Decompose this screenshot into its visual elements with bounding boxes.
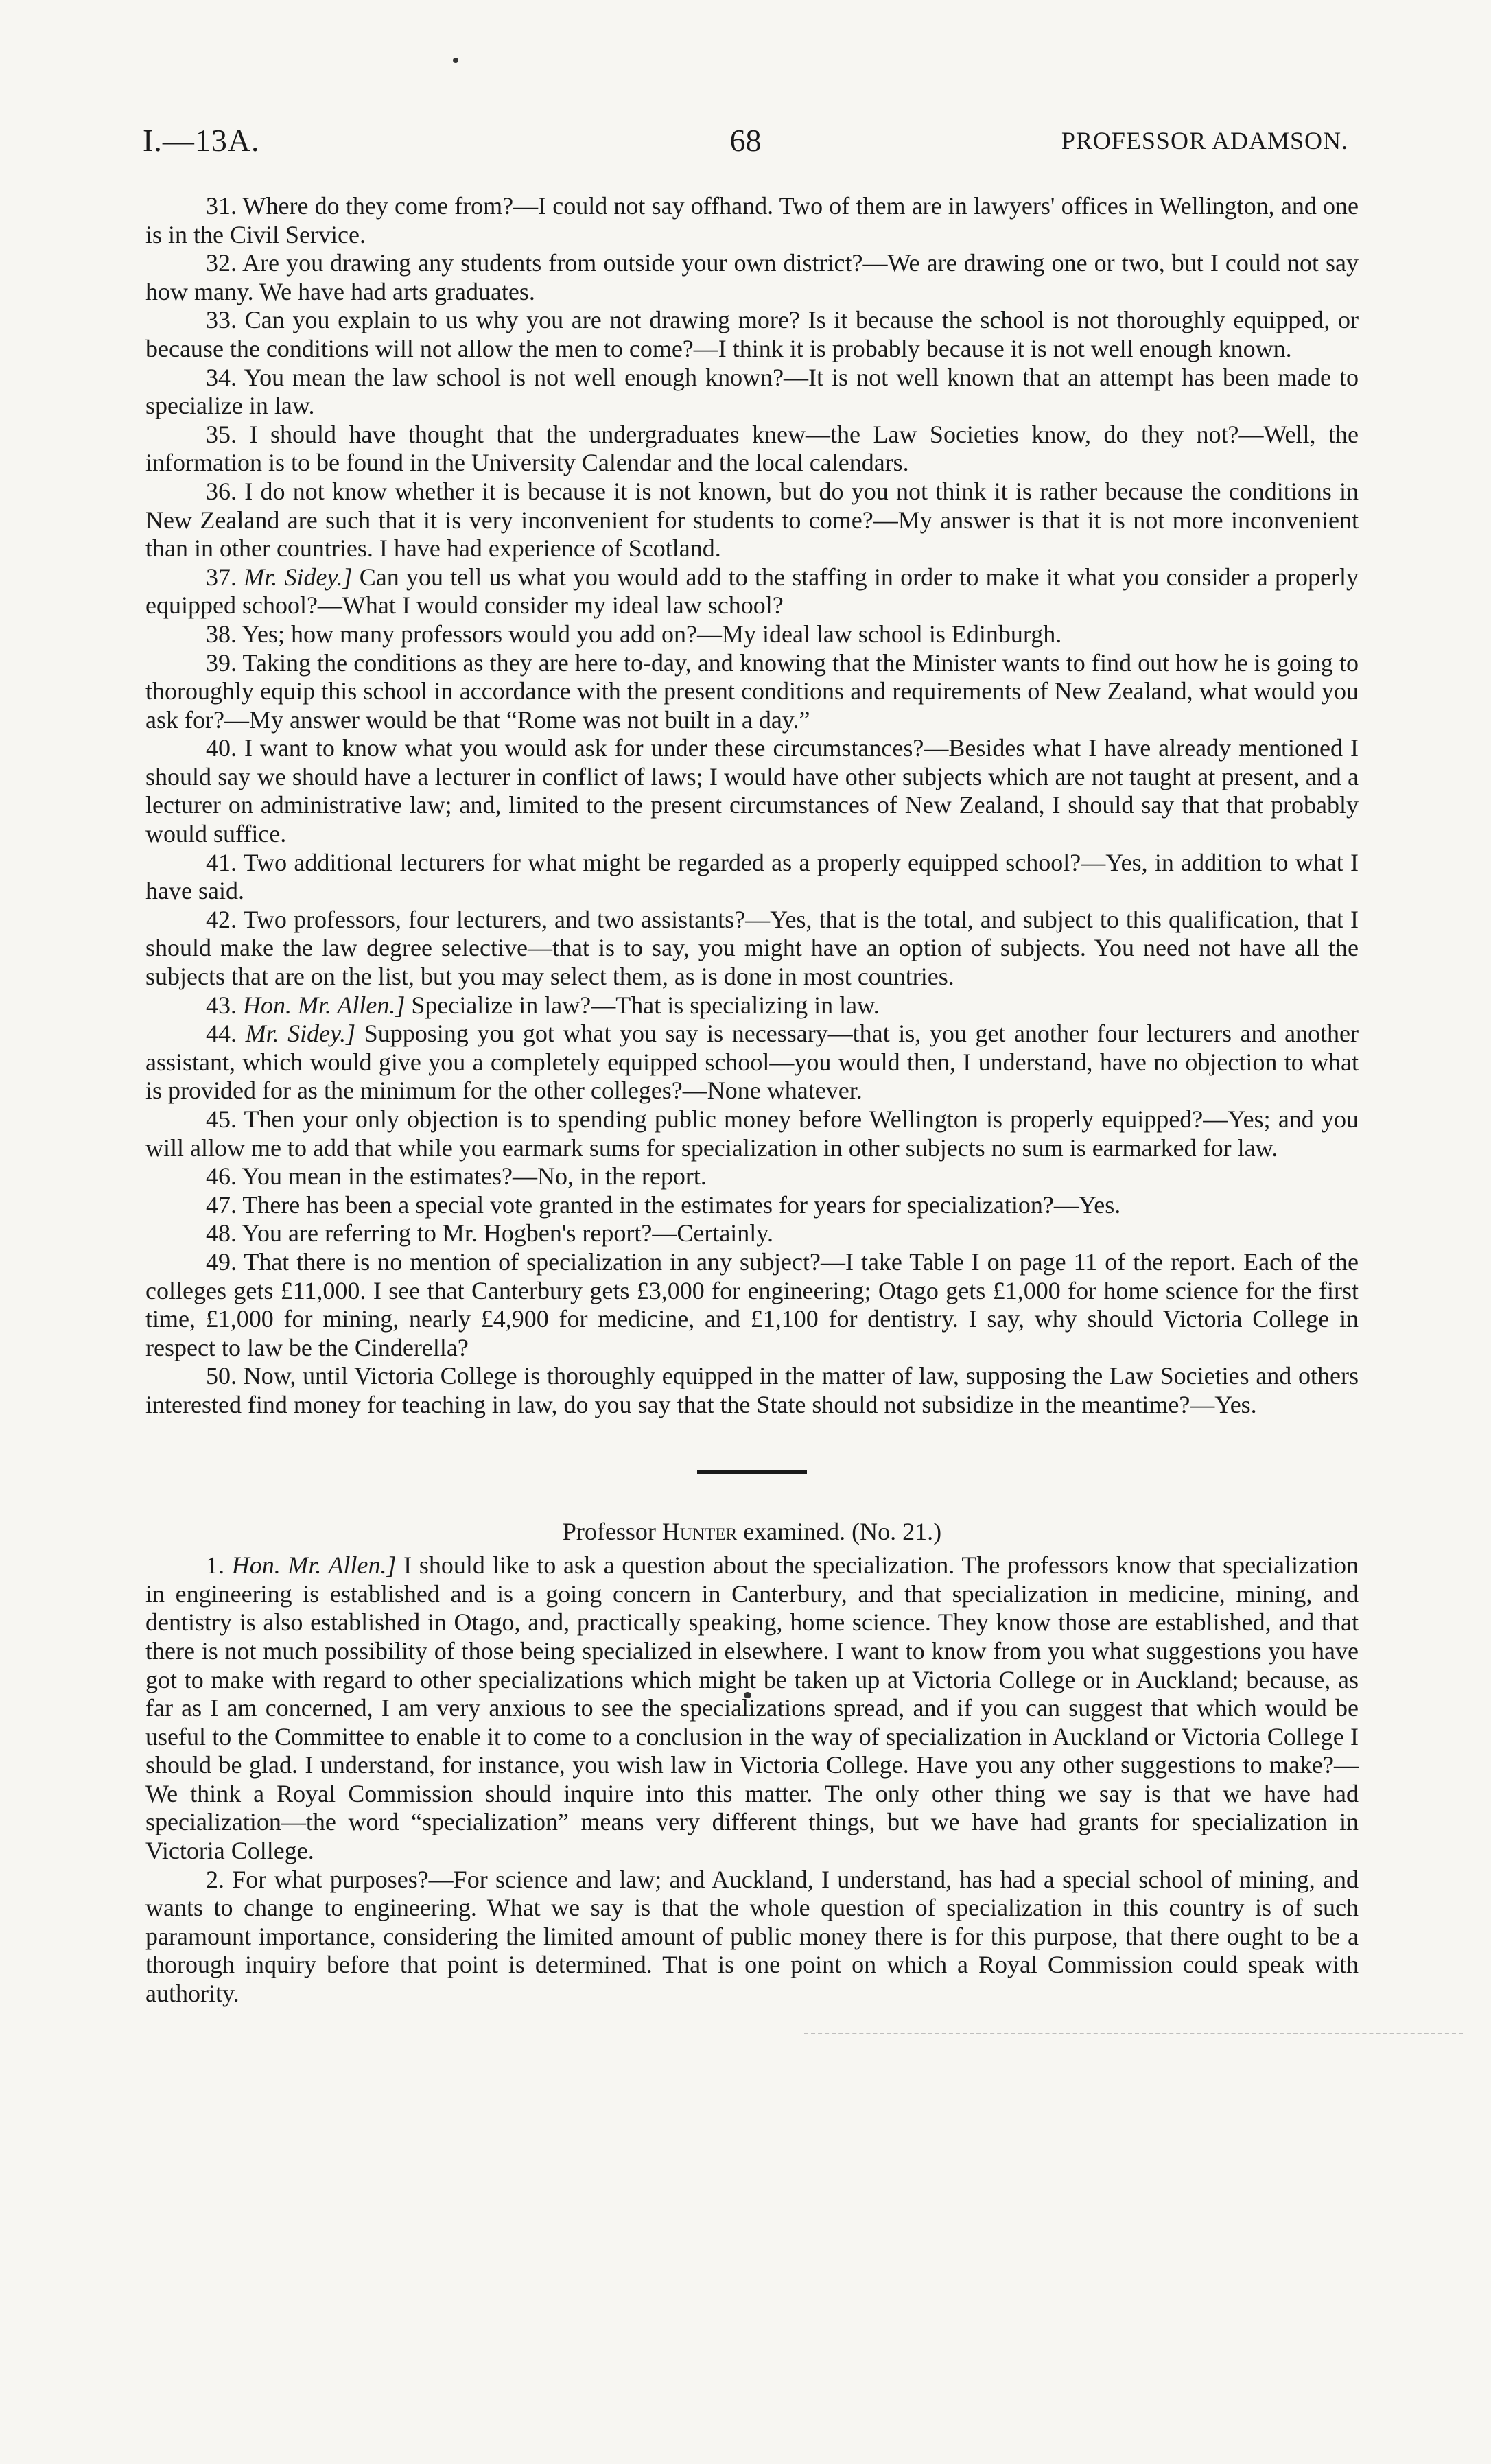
question-paragraph	[145, 906, 1359, 992]
paragraph-text: Supposing you got what you say is necessary—that is, you get another four lecturers and another assistant, which would give you a completely equipped school—you would then, I understand, have no objection to what is provided for as the minimum for the other colleges?—None whatever.	[145, 1020, 1359, 1105]
question-paragraph	[145, 1020, 1359, 1105]
paragraph-text: Specialize in law?—That is specializing in law.	[411, 991, 880, 1019]
paragraph-text: 41. Two additional lecturers for what might be regarded as a properly equipped school?—Yes, in addition to what I have said.	[145, 848, 1359, 905]
paragraph-text: 32. Are you drawing any students from outside your own district?—We are drawing one or two, but I could not say how many. We have had arts graduates.	[145, 249, 1359, 305]
question-paragraph	[145, 849, 1359, 906]
question-paragraph	[145, 992, 1359, 1020]
paragraph-text: 33. Can you explain to us why you are not drawing more? Is it because the school is not thoroughly equipped, or because the conditions will not allow the men to come?—I think it is probably because it is not well enough known.	[145, 306, 1359, 362]
question-paragraph	[145, 734, 1359, 848]
heading-suffix: examined. (No. 21.)	[743, 1517, 942, 1545]
paragraph-text: 47. There has been a special vote granted in the estimates for years for specialization?—Yes.	[206, 1190, 1121, 1219]
question-paragraph	[145, 649, 1359, 735]
question-paragraph	[145, 1551, 1359, 1866]
question-paragraph	[145, 1219, 1359, 1248]
question-number: 44.	[206, 1020, 237, 1048]
hunter-examination	[145, 1551, 1359, 2008]
page-header	[143, 122, 1348, 177]
section-divider	[697, 1470, 807, 1474]
witness-name: Hunter	[661, 1517, 738, 1545]
paragraph-text: 48. You are referring to Mr. Hogben's report?—Certainly.	[206, 1219, 773, 1247]
question-paragraph	[145, 192, 1359, 249]
paragraph-text: 42. Two professors, four lecturers, and two assistants?—Yes, that is the total, and subject to this qualification, that I should make the law degree selective—that is to say, you might have an option of subjects. You need not have all the subjects that are on the list, but you may select them, as is done in most countries.	[145, 905, 1359, 991]
bottom-rule	[804, 2033, 1463, 2034]
speaker-name: Hon. Mr. Allen.]	[231, 1551, 397, 1580]
paragraph-text: 31. Where do they come from?—I could not say offhand. Two of them are in lawyers' offices in Wellington, and one is in the Civil Service.	[145, 192, 1359, 248]
question-paragraph	[145, 249, 1359, 306]
page-number: 68	[729, 123, 762, 158]
speck-mark	[453, 58, 458, 63]
paragraph-text: 36. I do not know whether it is because it is not known, but do you not think it is rather because the conditions in New Zealand are such that it is very inconvenient for students to come?—My answer is that it is not more inconvenient than in other countries. I have had experience of Scotland.	[145, 477, 1359, 563]
page-body	[145, 192, 1359, 2034]
question-paragraph	[145, 1162, 1359, 1191]
question-paragraph	[145, 478, 1359, 563]
heading-prefix: Professor	[562, 1517, 656, 1545]
question-paragraph	[145, 1866, 1359, 2008]
paragraph-text: 34. You mean the law school is not well enough known?—It is not well known that an attempt has been made to specialize in law.	[145, 363, 1359, 420]
section-heading	[145, 1518, 1359, 1547]
question-paragraph	[145, 1191, 1359, 1220]
paragraph-text: 39. Taking the conditions as they are here to-day, and knowing that the Minister wants to find out how he is going to thoroughly equip this school in accordance with the present conditions and requirements of New Zealand, what would you ask for?—My answer would be that “Rome was not built in a day.”	[145, 648, 1359, 734]
question-paragraph	[145, 421, 1359, 478]
question-paragraph	[145, 620, 1359, 649]
question-paragraph	[145, 1105, 1359, 1162]
speaker-name: Mr. Sidey.]	[245, 1020, 356, 1048]
question-number: 37.	[206, 563, 237, 591]
question-number: 43.	[206, 991, 237, 1019]
adamson-examination	[145, 192, 1359, 1420]
question-paragraph	[145, 364, 1359, 421]
running-head: PROFESSOR ADAMSON.	[1061, 127, 1348, 154]
paragraph-text: 49. That there is no mention of specialization in any subject?—I take Table I on page 11 of the report. Each of the colleges gets £11,000. I see that Canterbury gets £3,000 for engineering; Otago gets £1,000 for home science for the first time, £1,000 for mining, nearly £4,900 for medicine, and £1,100 for dentistry. I say, why should Victoria College in respect to law be the Cinderella?	[145, 1247, 1359, 1361]
paragraph-text: 38. Yes; how many professors would you add on?—My ideal law school is Edinburgh.	[206, 620, 1062, 648]
paragraph-text: Can you tell us what you would add to the staffing in order to make it what you consider a properly equipped school?—What I would consider my ideal law school?	[145, 563, 1359, 620]
paragraph-text: 45. Then your only objection is to spending public money before Wellington is properly equipped?—Yes; and you will allow me to add that while you earmark sums for specialization in other subjects no sum is earmarked for law.	[145, 1105, 1359, 1162]
paragraph-text: 50. Now, until Victoria College is thoroughly equipped in the matter of law, supposing the Law Societies and others interested find money for teaching in law, do you say that the State should not subsidize in the meantime?—Yes.	[145, 1362, 1359, 1418]
paragraph-text: 46. You mean in the estimates?—No, in the report.	[206, 1162, 707, 1190]
paragraph-text: 35. I should have thought that the undergraduates knew—the Law Societies know, do they not?—Well, the information is to be found in the University Calendar and the local calendars.	[145, 420, 1359, 477]
paragraph-text: 2. For what purposes?—For science and law; and Auckland, I understand, has had a special school of mining, and wants to change to engineering. What we say is that the whole question of specialization in this country is of such paramount importance, considering the limited amount of public money there is for this purpose, that there ought to be a thorough inquiry before that point is determined. That is one point on which a Royal Commission could speak with authority.	[145, 1865, 1359, 2008]
speaker-name: Mr. Sidey.]	[244, 563, 353, 591]
question-number: 1.	[206, 1551, 224, 1580]
speaker-name: Hon. Mr. Allen.]	[243, 991, 406, 1019]
question-paragraph	[145, 1248, 1359, 1362]
question-paragraph	[145, 306, 1359, 363]
question-paragraph	[145, 1362, 1359, 1419]
question-paragraph	[145, 563, 1359, 620]
paragraph-text: 40. I want to know what you would ask for under these circumstances?—Besides what I have already mentioned I should say we should have a lecturer in conflict of laws; I would have other subjects which are not taught at present, and a lecturer on administrative law; and, limited to the present circumstances of New Zealand, I should say that that probably would suffice.	[145, 734, 1359, 848]
paragraph-text: I should like to ask a question about the specialization. The professors know that specialization in engineering is established and is a going concern in Canterbury, and that specialization in medicine, mining, and dentistry is also established in Otago, and, practically speaking, home science. They know those are established, and that there is not much possibility of those being specialized in elsewhere. I want to know from you what suggestions you have got to make with regard to other specializations which might be taken up at Victoria College or in Auckland; because, as far as I am concerned, I am very anxious to see the specializations spread, and if you can suggest that which would be useful to the Committee to enable it to come to a conclusion in the way of specialization in Auckland or Victoria College I should be glad. I understand, for instance, you wish law in Victoria College. Have you any other suggestions to make?—We think a Royal Commission should inquire into this matter. The only other thing we say is that we have had specialization—the word “specialization” means very different things, but we have had grants for specialization in Victoria College.	[145, 1551, 1359, 1865]
document-reference: I.—13A.	[143, 123, 260, 158]
